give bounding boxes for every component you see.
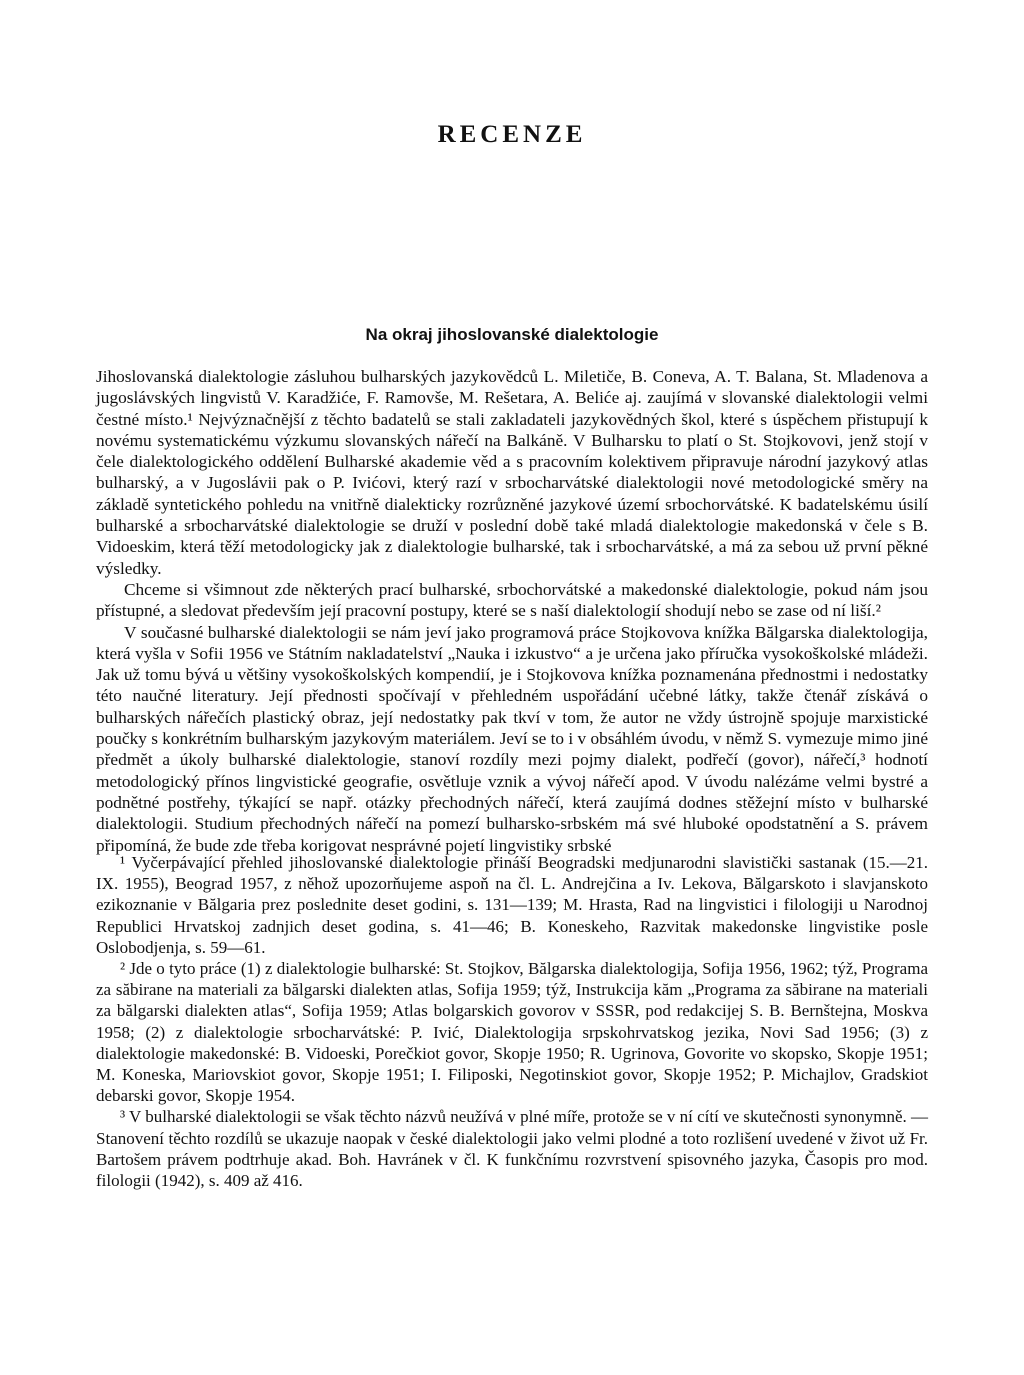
footnote-1: ¹ Vyčerpávající přehled jihoslovanské dialektologie přináší Beogradski medjunarodni slavistički sastanak (15.—21. IX. 1955), Beograd 1957, z něhož upozorňujeme aspoň na čl. L. Andrejčina a Iv. Lekova, Bălgarskoto i slavjanskoto ezikoznanie v Bălgaria prez poslednite deset godini, s. 131—139; M. Hrasta, Rad na lingvistici i filologiji u Narodnoj Republici Hrvatskoj zadnjich deset godina, s. 41—46; B. Koneskeho, Razvitak makedonske lingvistike posle Oslobodjenja, s. 59—61.: [96, 853, 928, 957]
paragraph-2: Chceme si všimnout zde některých prací bulharské, srbochorvátské a makedonské dialektologie, pokud nám jsou přístupné, a sledovat především její pracovní postupy, které se s naší dialektologií shodují nebo se zase od ní liší.²: [96, 579, 928, 621]
footnote-3: ³ V bulharské dialektologii se však těchto názvů neužívá v plné míře, protože se v ní cítí ve skutečnosti synonymně. — Stanovení těchto rozdílů se ukazuje naopak v české dialektologii jako velmi plodné a toto rozlišení uvedené v život už Fr. Bartošem právem podtrhuje akad. Boh. Havránek v čl. K funkčnímu rozvrstvení spisovného jazyka, Časopis pro mod. filologii (1942), s. 409 až 416.: [96, 1107, 929, 1191]
footnote-2: ² Jde o tyto práce (1) z dialektologie bulharské: St. Stojkov, Bălgarska dialektologija, Sofija 1956, 1962; týž, Programa za săbirane na materiali za bălgarski dialekten atlas, Sofija 1959; týž, Instrukcija kăm „Programa za săbirane na materiali za bălgarski dialekten atlas“, Sofija 1959; Atlas bolgarskich govorov v SSSR, pod redakcijej S. B. Bernštejna, Moskva 1958; (2) z dialektologie srbocharvátské: P. Ivić, Dialektologija srpskohrvatskog jezika, Novi Sad 1956; (3) z dialektologie makedonské: B. Vidoeski, Porečkiot govor, Skopje 1950; R. Ugrinova, Govorite vo skopsko, Skopje 1951; M. Koneska, Mariovskiot govor, Skopje 1951; I. Filiposki, Negotinskiot govor, Skopje 1952; P. Michajlov, Gradskiot debarski govor, Skopje 1954.: [96, 959, 928, 1106]
section-title: RECENZE: [437, 121, 587, 148]
article-body: [96, 366, 928, 856]
paragraph-3: V současné bulharské dialektologii se nám jeví jako programová práce Stojkovova knížka Bălgarska dialektologija, která vyšla v Sofii 1956 ve Státním nakladatelství „Nauka i izkustvo“ a je určena jako příručka vysokoškolské mládeži. Jak už tomu bývá u většiny vysokoškolských kompendií, je i Stojkovova knížka poznamenána přednostmi i nedostatky této naučné literatury. Její přednosti spočívají v přehledném uspořádání učebné látky, takže čtenář získává o bulharských nářečích plastický obraz, její nedostatky pak tkví v tom, že autor ne vždy ústrojně spojuje marxistické poučky s konkrétním bulharským jazykovým materiálem. Jeví se to i v obsáhlém úvodu, v němž S. vymezuje mimo jiné předmět a úkoly bulharské dialektologie, stanoví rozdíly mezi pojmy dialekt, podřečí (govor), nářečí,³ hodnotí metodologický přínos lingvistické geografie, osvětluje vznik a vývoj nářečí apod. V úvodu nalézáme velmi bystré a podnětné postřehy, týkající se např. otázky přechodných nářečí, která zaujímá dodnes stěžejní místo v bulharské dialektologii. Studium přechodných nářečí na pomezí bulharsko-srbském má své hluboké opodstatnění a S. právem připomíná, že bude zde třeba korigovat nesprávné pojetí lingvistiky srbské: [96, 622, 928, 855]
article-title: Na okraj jihoslovanské dialektologie: [365, 325, 659, 344]
paragraph-1: Jihoslovanská dialektologie zásluhou bulharských jazykovědců L. Miletiče, B. Coneva, A. T. Balana, St. Mladenova a jugoslávských lingvistů V. Karadžiće, F. Ramovše, M. Rešetara, A. Beliće aj. zaujímá v slovanské dialektologii velmi čestné místo.¹ Nejvýznačnější z těchto badatelů se stali zakladateli jazykovědných škol, které s úspěchem přistupují k novému systematickému výzkumu slovanských nářečí na Balkáně. V Bulharsku to platí o St. Stojkovovi, jenž stojí v čele dialektologického oddělení Bulharské akademie věd a s pracovním kolektivem připravuje národní jazykový atlas bulharský, a v Jugoslávii pak o P. Ivićovi, který razí v srbocharvátské dialektologii nové metodologické směry na základě syntetického pohledu na vnitřně dialekticky rozrůzněné jazykové území srbochorvátské. K badatelskému úsilí bulharské a srbocharvátské dialektologie se druží v poslední době také mladá dialektologie makedonská v čele s B. Vidoeskim, která těží metodologicky jak z dialektologie bulharské, tak i srbocharvátské, a má za sebou už první pěkné výsledky.: [96, 367, 928, 578]
footnotes: [96, 852, 928, 1191]
